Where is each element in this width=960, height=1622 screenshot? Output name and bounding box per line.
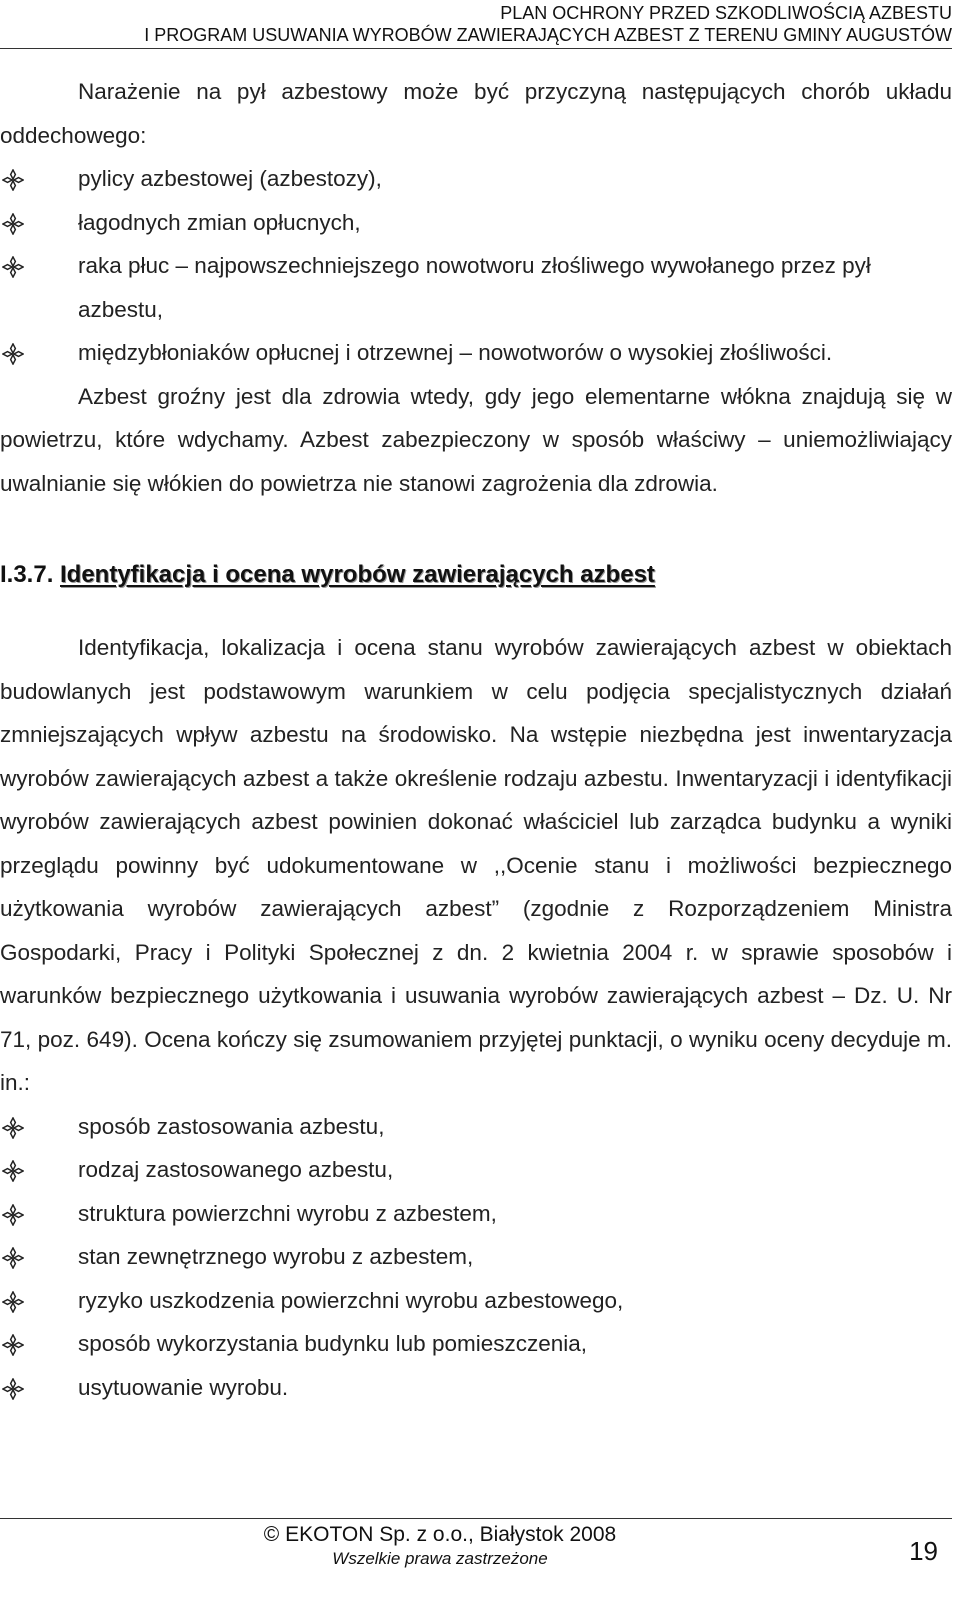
four-diamond-star-icon (2, 1117, 24, 1139)
criteria-list-item (0, 1235, 952, 1279)
criteria-list-item (0, 1148, 952, 1192)
page-header (0, 2, 952, 46)
criteria-list-item-text: stan zewnętrznego wyrobu z azbestem, (78, 1244, 474, 1269)
criteria-list-item-text: struktura powierzchni wyrobu z azbestem, (78, 1200, 497, 1226)
header-line-2: I PROGRAM USUWANIA WYROBÓW ZAWIERAJĄCYCH AZBEST Z TERENU GMINY AUGUSTÓW (144, 25, 952, 45)
section-heading (0, 553, 952, 596)
four-diamond-star-icon (2, 1334, 24, 1356)
page-number: 19 (909, 1536, 938, 1566)
four-diamond-star-icon (2, 169, 24, 191)
disease-list-item (0, 201, 952, 245)
header-line-1: PLAN OCHRONY PRZED SZKODLIWOŚCIĄ AZBESTU (500, 3, 952, 23)
footer-rights: Wszelkie prawa zastrzeżone (332, 1549, 548, 1568)
criteria-list-item (0, 1322, 952, 1366)
disease-list-item (0, 244, 952, 331)
diseases-list (0, 157, 952, 375)
four-diamond-star-icon (2, 213, 24, 235)
disease-list-item (0, 157, 952, 201)
criteria-list-item (0, 1366, 952, 1410)
section-paragraph: Identyfikacja, lokalizacja i ocena stanu wyrobów zawierających azbest w obiektach budowlanych jest podstawowym warunkiem w celu podjęcia specjalistycznych działań zmniejszających wpływ azbestu na środowisko. Na wstępie niezbędna jest inwentaryzacja wyrobów zawierających azbest a także określenie rodzaju azbestu. Inwentaryzacji i identyfikacji wyrobów zawierających azbest powinien dokonać właściciel lub zarządca budynku a wyniki przeglądu powinny być udokumentowane w ,,Ocenie stanu i możliwości bezpiecznego użytkowania wyrobów zawierających azbest” (zgodnie z Rozporządzeniem Ministra Gospodarki, Pracy i Polityki Społecznej z dn. 2 kwietnia 2004 r. w sprawie sposobów i warunków bezpiecznego użytkowania i usuwania wyrobów zawierających azbest – Dz. U. Nr 71, poz. 649). Ocena kończy się zsumowaniem przyjętej punktacji, o wyniku oceny decyduje m. in.: (0, 635, 952, 1095)
criteria-list-item-text: rodzaj zastosowanego azbestu, (78, 1157, 394, 1182)
four-diamond-star-icon (2, 1204, 24, 1226)
four-diamond-star-icon (2, 1247, 24, 1269)
disease-list-item-text: międzybłoniaków opłucnej i otrzewnej – nowotworów o wysokiej złośliwości. (78, 340, 833, 365)
danger-paragraph: Azbest groźny jest dla zdrowia wtedy, gdy jego elementarne włókna znajdują się w powietrzu, które wdychamy. Azbest zabezpieczony w sposób właściwy – uniemożliwiający uwalnianie się włókien do powietrza nie stanowi zagrożenia dla zdrowia. (0, 383, 952, 496)
footer-divider (0, 1518, 952, 1519)
header-divider (0, 48, 952, 49)
four-diamond-star-icon (2, 1378, 24, 1400)
disease-list-item (0, 331, 952, 375)
page-content (0, 70, 952, 1409)
four-diamond-star-icon (2, 1160, 24, 1182)
intro-paragraph: Narażenie na pył azbestowy może być przyczyną następujących chorób układu oddechowego: (0, 79, 952, 148)
criteria-list-item-text: sposób zastosowania azbestu, (78, 1113, 385, 1139)
four-diamond-star-icon (2, 1291, 24, 1313)
criteria-list-item-text: ryzyko uszkodzenia powierzchni wyrobu azbestowego, (78, 1287, 624, 1313)
criteria-list (0, 1105, 952, 1410)
footer-copyright: © EKOTON Sp. z o.o., Białystok 2008 (263, 1523, 617, 1546)
criteria-list-item (0, 1105, 952, 1149)
criteria-list-item-text: sposób wykorzystania budynku lub pomieszczenia, (78, 1331, 588, 1356)
four-diamond-star-icon (2, 256, 24, 278)
disease-list-item-text: pylicy azbestowej (azbestozy), (78, 166, 382, 191)
criteria-list-item (0, 1279, 952, 1323)
four-diamond-star-icon (2, 343, 24, 365)
disease-list-item-text: raka płuc – najpowszechniejszego nowotworu złośliwego wywołanego przez pył azbestu, (78, 253, 871, 322)
section-number: I.3.7. (0, 561, 54, 588)
criteria-list-item-text: usytuowanie wyrobu. (78, 1374, 289, 1400)
section-title: Identyfikacja i ocena wyrobów zawierających azbest (60, 561, 655, 588)
disease-list-item-text: łagodnych zmian opłucnych, (78, 209, 361, 235)
criteria-list-item (0, 1192, 952, 1236)
